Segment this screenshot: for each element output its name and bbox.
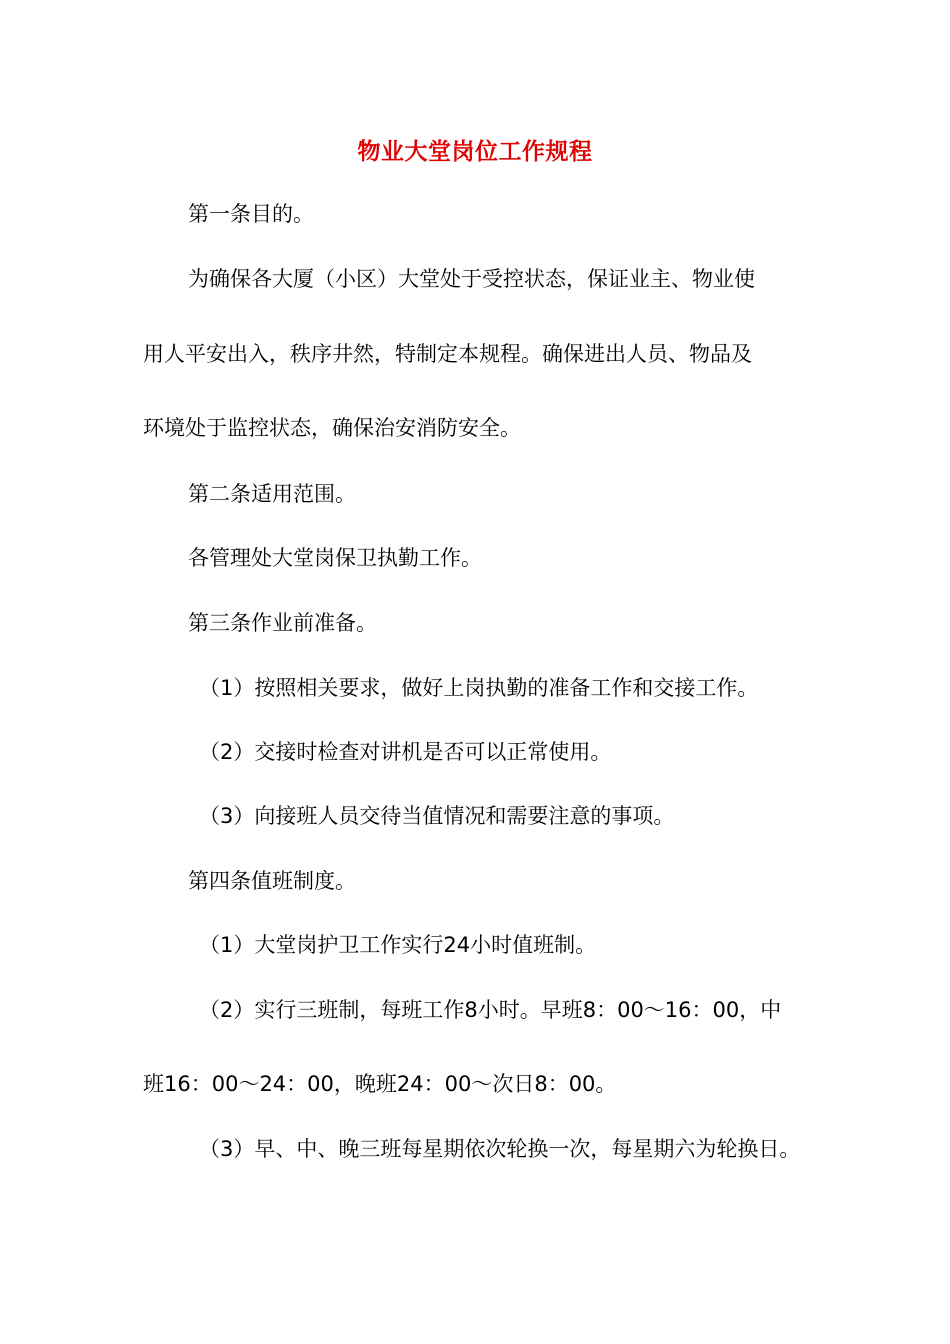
article-3-heading: 第三条作业前准备。 xyxy=(188,611,377,635)
article-2-paragraph: 各管理处大堂岗保卫执勤工作。 xyxy=(188,546,482,570)
article-1-heading: 第一条目的。 xyxy=(188,202,314,226)
article-3-item-3: （3）向接班人员交待当值情况和需要注意的事项。 xyxy=(199,804,675,828)
article-1-paragraph-line-1: 为确保各大厦（小区）大堂处于受控状态，保证业主、物业使 xyxy=(188,267,755,291)
article-4-heading: 第四条值班制度。 xyxy=(188,869,356,893)
article-4-item-2-line-1: （2）实行三班制，每班工作8小时。早班8：00～16：00，中 xyxy=(199,998,782,1022)
article-1-paragraph-line-2: 用人平安出入，秩序井然，特制定本规程。确保进出人员、物品及 xyxy=(143,342,752,366)
document-title: 物业大堂岗位工作规程 xyxy=(357,139,593,165)
article-4-item-1: （1）大堂岗护卫工作实行24小时值班制。 xyxy=(199,933,597,957)
article-3-item-1: （1）按照相关要求，做好上岗执勤的准备工作和交接工作。 xyxy=(199,676,759,700)
article-4-item-2-line-2: 班16：00～24：00，晚班24：00～次日8：00。 xyxy=(143,1072,617,1096)
article-2-heading: 第二条适用范围。 xyxy=(188,482,356,506)
article-4-item-3: （3）早、中、晚三班每星期依次轮换一次，每星期六为轮换日。 xyxy=(199,1137,801,1161)
article-3-item-2: （2）交接时检查对讲机是否可以正常使用。 xyxy=(199,740,612,764)
article-1-paragraph-line-3: 环境处于监控状态，确保治安消防安全。 xyxy=(143,416,521,440)
